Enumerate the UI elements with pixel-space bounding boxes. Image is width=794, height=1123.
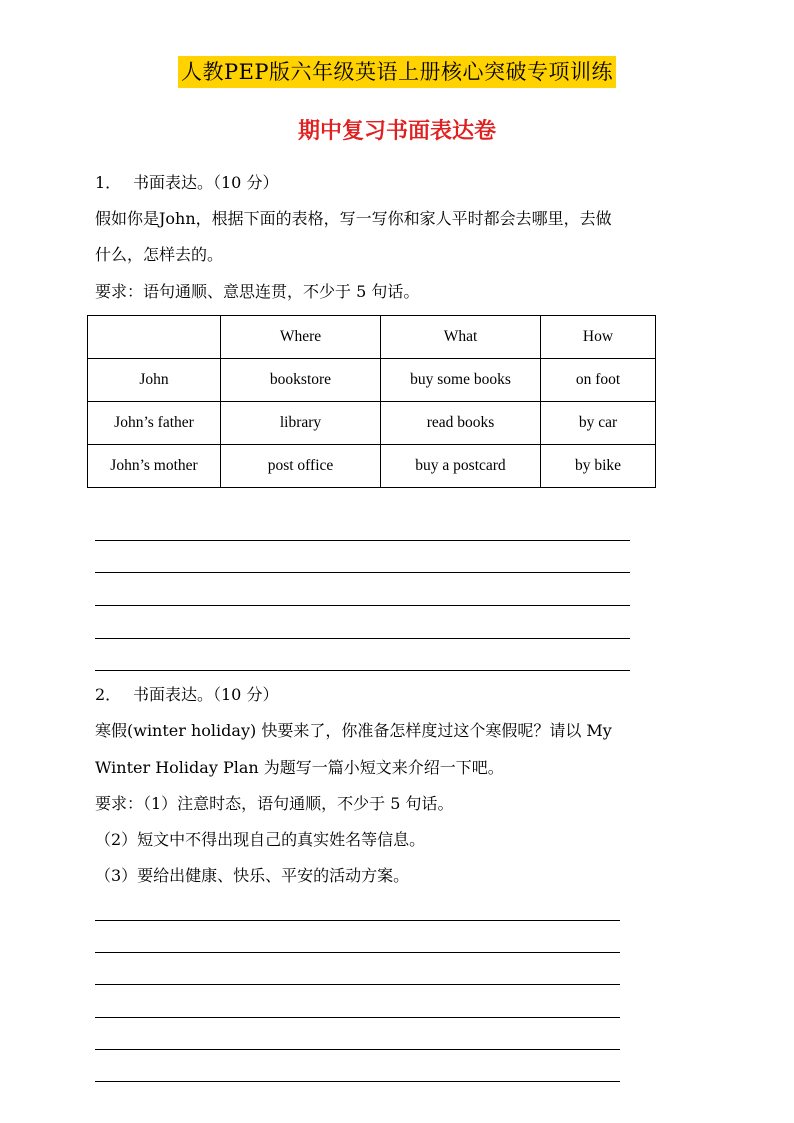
table-row [88, 359, 656, 402]
table-cell: library [221, 402, 381, 445]
q2-heading [95, 684, 278, 706]
writing-line[interactable] [95, 920, 620, 921]
q1-heading [95, 172, 278, 194]
writing-line[interactable] [95, 572, 630, 573]
table-cell: John’s mother [88, 445, 221, 488]
writing-line[interactable] [95, 638, 630, 639]
q2-number: 2． [95, 685, 122, 704]
q1-requirement: 要求：语句通顺、意思连贯，不少于 5 句话。 [95, 282, 420, 301]
q2-prompt-line1: 寒假(winter holiday) 快要来了，你准备怎样度过这个寒假呢？请以 My [95, 721, 612, 740]
table-header-row [88, 316, 656, 359]
writing-line[interactable] [95, 605, 630, 606]
table-row [88, 445, 656, 488]
writing-line[interactable] [95, 1081, 620, 1082]
table-header-cell: Where [221, 316, 381, 359]
writing-line[interactable] [95, 1049, 620, 1050]
writing-line[interactable] [95, 952, 620, 953]
table-cell: buy some books [381, 359, 541, 402]
writing-line[interactable] [95, 540, 630, 541]
table-cell: bookstore [221, 359, 381, 402]
table-cell: read books [381, 402, 541, 445]
writing-line[interactable] [95, 1017, 620, 1018]
q1-number: 1． [95, 173, 122, 192]
series-header [0, 56, 794, 88]
q2-requirement-2: （2）短文中不得出现自己的真实姓名等信息。 [95, 830, 426, 849]
q1-heading-text: 书面表达。（10 分） [133, 173, 279, 192]
info-table [87, 315, 656, 488]
q2-heading-text: 书面表达。（10 分） [133, 685, 279, 704]
writing-line[interactable] [95, 984, 620, 985]
q1-prompt-line2: 什么，怎样去的。 [95, 245, 224, 264]
table-cell: John [88, 359, 221, 402]
page-title: 期中复习书面表达卷 [297, 119, 496, 144]
series-header-text: 人教PEP版六年级英语上册核心突破专项训练 [178, 56, 616, 88]
table-header-cell: What [381, 316, 541, 359]
table-header-cell [88, 316, 221, 359]
table-cell: buy a postcard [381, 445, 541, 488]
q2-requirement-3: （3）要给出健康、快乐、平安的活动方案。 [95, 866, 410, 885]
table-row [88, 402, 656, 445]
table-cell: post office [221, 445, 381, 488]
writing-line[interactable] [95, 670, 630, 671]
table-cell: John’s father [88, 402, 221, 445]
table-cell: by car [541, 402, 656, 445]
table-cell: by bike [541, 445, 656, 488]
table-header-cell: How [541, 316, 656, 359]
q1-prompt-line1: 假如你是John，根据下面的表格，写一写你和家人平时都会去哪里，去做 [95, 209, 612, 228]
q2-requirement-1: 要求：（1）注意时态，语句通顺，不少于 5 句话。 [95, 794, 454, 813]
table-cell: on foot [541, 359, 656, 402]
q2-prompt-line2: Winter Holiday Plan 为题写一篇小短文来介绍一下吧。 [95, 758, 504, 777]
